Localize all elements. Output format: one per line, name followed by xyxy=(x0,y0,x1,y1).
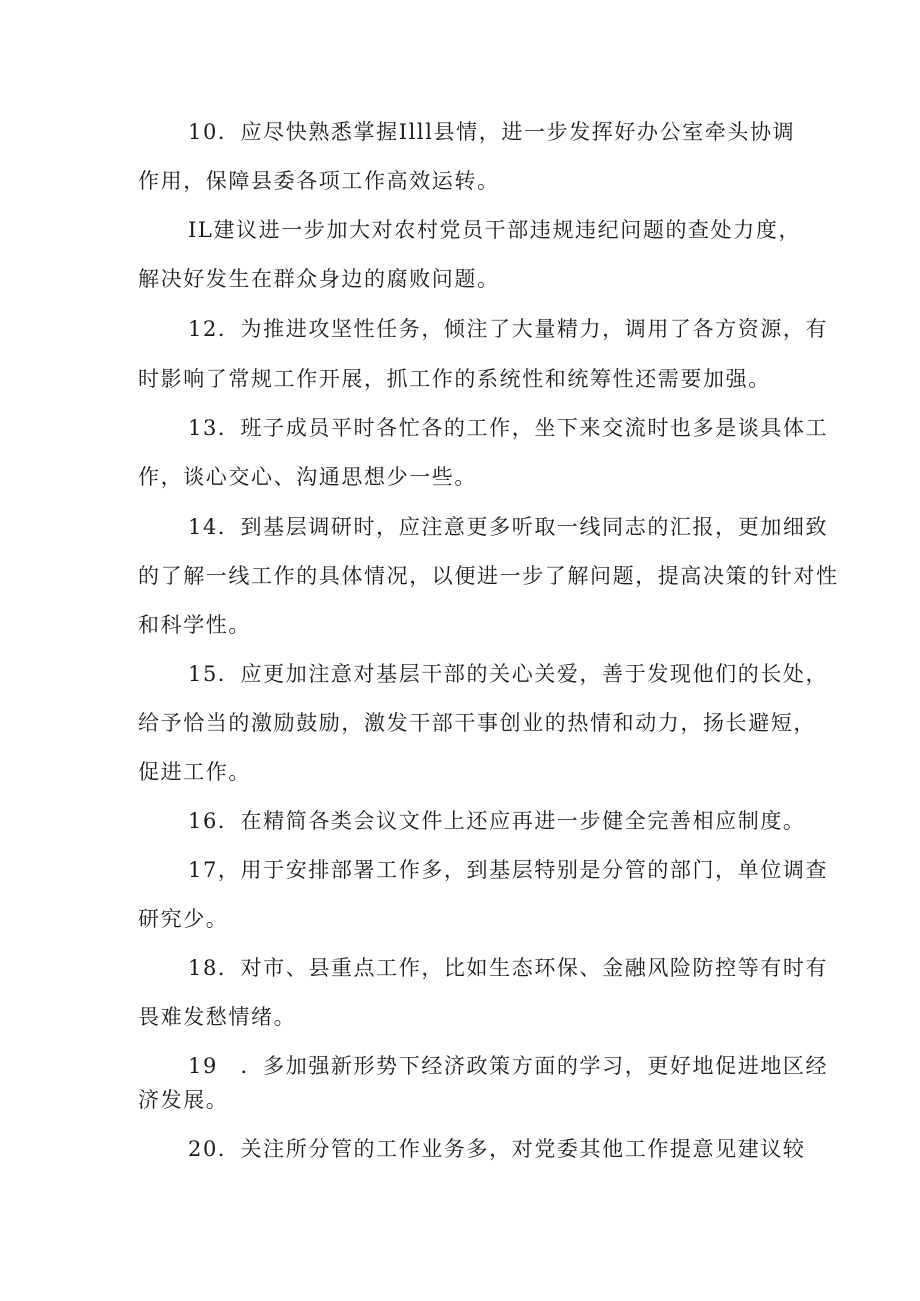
item-16-line-1: 16．在精简各类会议文件上还应再进一步健全完善相应制度。 xyxy=(188,809,806,833)
item-11-line-2: 解决好发生在群众身边的腐败问题。 xyxy=(138,267,500,291)
item-14-line-2: 的了解一线工作的具体情况，以便进一步了解问题，提高决策的针对性 xyxy=(138,564,839,588)
item-10-line-1: 10．应尽快熟悉掌握Illl县情，进一步发挥好办公室牵头协调 xyxy=(188,120,796,144)
item-12-line-2: 时影响了常规工作开展，抓工作的系统性和统筹性还需要加强。 xyxy=(138,367,771,391)
item-15-line-1: 15．应更加注意对基层干部的关心关爱，善于发现他们的长处， xyxy=(188,662,829,686)
item-18-line-2: 畏难发愁情绪。 xyxy=(138,1005,297,1029)
item-15-line-2: 给予恰当的激励鼓励，激发干部干事创业的热情和动力，扬长避短， xyxy=(138,711,816,735)
item-19-line-1: 19 ．多加强新形势下经济政策方面的学习，更好地促进地区经 xyxy=(188,1054,829,1078)
item-17-line-1: 17，用于安排部署工作多，到基层特别是分管的部门，单位调查 xyxy=(188,858,829,882)
item-19-line-2: 济发展。 xyxy=(138,1088,229,1112)
item-14-line-1: 14．到基层调研时，应注意更多听取一线同志的汇报，更加细致 xyxy=(188,515,829,539)
item-13-line-2: 作，谈心交心、沟通思想少一些。 xyxy=(138,465,477,489)
item-13-line-1: 13．班子成员平时各忙各的工作，坐下来交流时也多是谈具体工 xyxy=(188,416,829,440)
item-12-line-1: 12．为推进攻坚性任务，倾注了大量精力，调用了各方资源，有 xyxy=(188,317,829,341)
item-15-line-3: 促进工作。 xyxy=(138,760,251,784)
item-14-line-3: 和科学性。 xyxy=(138,613,251,637)
item-11-line-1: IL建议进一步加大对农村党员干部违规违纪问题的查处力度， xyxy=(188,218,802,242)
item-17-line-2: 研究少。 xyxy=(138,907,229,931)
item-10-line-2: 作用，保障县委各项工作高效运转。 xyxy=(138,169,500,193)
item-18-line-1: 18．对市、县重点工作，比如生态环保、金融风险防控等有时有 xyxy=(188,956,829,980)
item-20-line-1: 20．关注所分管的工作业务多，对党委其他工作提意见建议较 xyxy=(188,1137,806,1161)
